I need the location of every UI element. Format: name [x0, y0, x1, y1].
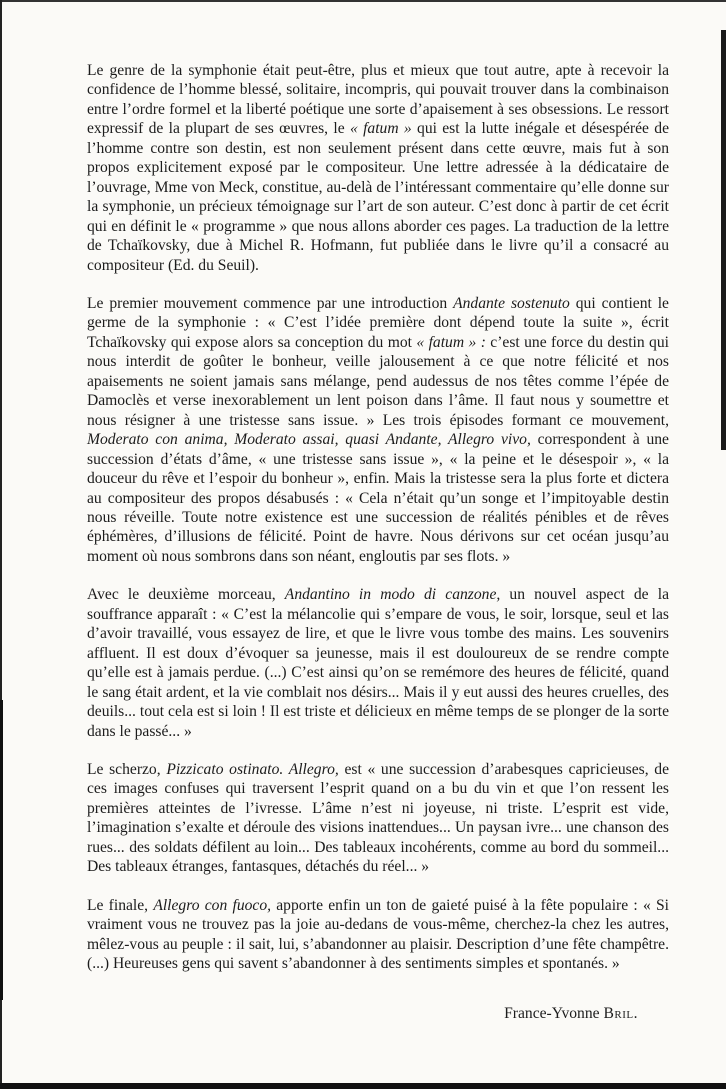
paragraph: [87, 760, 669, 877]
paragraph-text: Le premier mouvement commence par une introduction: [87, 294, 454, 312]
paragraph-text: Avec le deuxième morceau,: [87, 586, 285, 604]
italic-text: Pizzicato ostinato. Allegro,: [166, 760, 339, 778]
paragraph-text: apporte enfin un ton de gaieté puisé à la fête populaire : « Si vraiment vous ne trouvez pas la joie au-dedans de vous-même, cherchez-la chez les autres, mêlez-vous au peuple : il sait, lui, s’abandonner au plaisir. Description d’une fête champêtre. (...) Heureuses gens qui savent s’abandonner à des sentiments simples et spontanés. »: [87, 896, 669, 973]
paragraph: [87, 896, 669, 974]
paragraph-text: est « une succession d’arabesques capricieuses, de ces images confuses qui traversent l’esprit quand on a bu du vin et que l’on ressent les premières atteintes de l’ivresse. L’âme n’est ni joyeuse, ni triste. L’esprit est vide, l’imagination s’exalte et déroule des visions inattendues... Un paysan ivre... une chanson des rues... des soldats défilent au loin... Des tableaux incohérents, comme au bord du sommeil... Des tableaux étranges, fantasques, détachés du réel... »: [87, 760, 670, 876]
italic-text: Andantino in modo di canzone,: [284, 586, 501, 604]
page-top-edge: [0, 0, 726, 2]
italic-text: « fatum »: [349, 120, 412, 138]
paragraph: [87, 294, 669, 566]
italic-text: Andante sostenuto: [453, 294, 570, 312]
paragraph: [87, 585, 669, 741]
author-last-name: Bril.: [603, 1005, 638, 1022]
paragraph-text: c’est une force du destin qui nous interdit de goûter le bonheur, veille jalousement à ce que notre félicité et nos apaisements ne soient jamais sans mélange, pend audessus de nos têtes comme l’épée de Damoclès et verse inexorablement un lent poison dans l’âme. Il faut nous y soumettre et nous résigner à une tristesse sans issue. » Les trois épisodes formant ce mouvement,: [87, 333, 669, 429]
page-right-edge-shadow: [721, 30, 726, 450]
paragraph-text: un nouvel aspect de la souffrance apparaît : « C’est la mélancolie qui s’empare de vous, le soir, lorsque, seul et las d’avoir travaillé, vous essayez de lire, et que le livre vous tombe des mains. Les souvenirs affluent. Il est doux d’évoquer sa jeunesse, mais il est douloureux de se rendre compte qu’elle est à jamais perdue. (...) C’est ainsi qu’on se remémore des heures de félicité, quand le sang était ardent, et la vie comblait nos désirs... Mais il y eut aussi des heures cruelles, des deuils... tout cela est si loin ! Il est triste et délicieux en même temps de se plonger de la sorte dans le passé... »: [87, 586, 669, 740]
author-signature: [504, 1005, 638, 1023]
paragraph-text: qui est la lutte inégale et désespérée de l’homme contre son destin, est non seulement présent dans cette œuvre, mais fut à son propos explicitement exposé par le compositeur. Une lettre adressée à la dédicataire de l’ouvrage, Mme von Meck, constitue, au-delà de l’intéressant commentaire qu’elle donne sur la symphonie, un précieux témoignage sur l’art de son auteur. C’est donc à partir de cet écrit qui en définit le « programme » que nous allons aborder ces pages. La traduction de la lettre de Tchaïkovsky, due à Michel R. Hofmann, fut publiée dans le livre qu’il a consacré au compositeur (Ed. du Seuil).: [87, 120, 669, 274]
binding-shadow: [0, 700, 3, 1000]
italic-text: Allegro con fuoco,: [153, 896, 272, 914]
author-first-name: France-Yvonne: [504, 1005, 600, 1022]
paragraph-text: Le scherzo,: [87, 760, 167, 778]
paragraph-text: Le genre de la symphonie était peut-être, plus et mieux que tout autre, apte à recevoir la confidence de l’homme blessé, solitaire, incompris, qui pouvait trouver dans la combinaison entre l’ordre formel et la liberté poétique une sorte d’apaisement à ses obsessions. Le ressort expressif de la plupart de ses œuvres, le: [87, 62, 669, 138]
article-body: [87, 58, 669, 992]
paragraph: [87, 61, 669, 275]
paragraph-text: Le finale,: [87, 896, 154, 914]
paragraph-text: correspondent à une succession d’états d’âme, « une tristesse sans issue », « la peine et le désespoir », « la douceur du rêve et l’espoir du bonheur », enfin. Mais la tristesse sera la plus forte et dictera au compositeur des propos désabusés : « Cela n’était qu’un songe et l’impitoyable destin nous réveille. Toute notre existence est une succession de réalités pénibles et de rêves éphémères, d’illusions de félicité. Point de havre. Nous dérivons sur cet océan jusqu’au moment où nous sombrons dans son néant, engloutis par ses flots. »: [87, 431, 669, 565]
paragraph-text: qui contient le germe de la symphonie : « C’est l’idée première dont dépend toute la suite », écrit Tchaïkovsky qui expose alors sa conception du mot: [87, 294, 669, 351]
italic-text: Moderato con anima, Moderato assai, quasi Andante, Allegro vivo,: [87, 431, 531, 449]
page-bottom-edge: [0, 1083, 726, 1089]
italic-text: « fatum » :: [416, 333, 486, 351]
